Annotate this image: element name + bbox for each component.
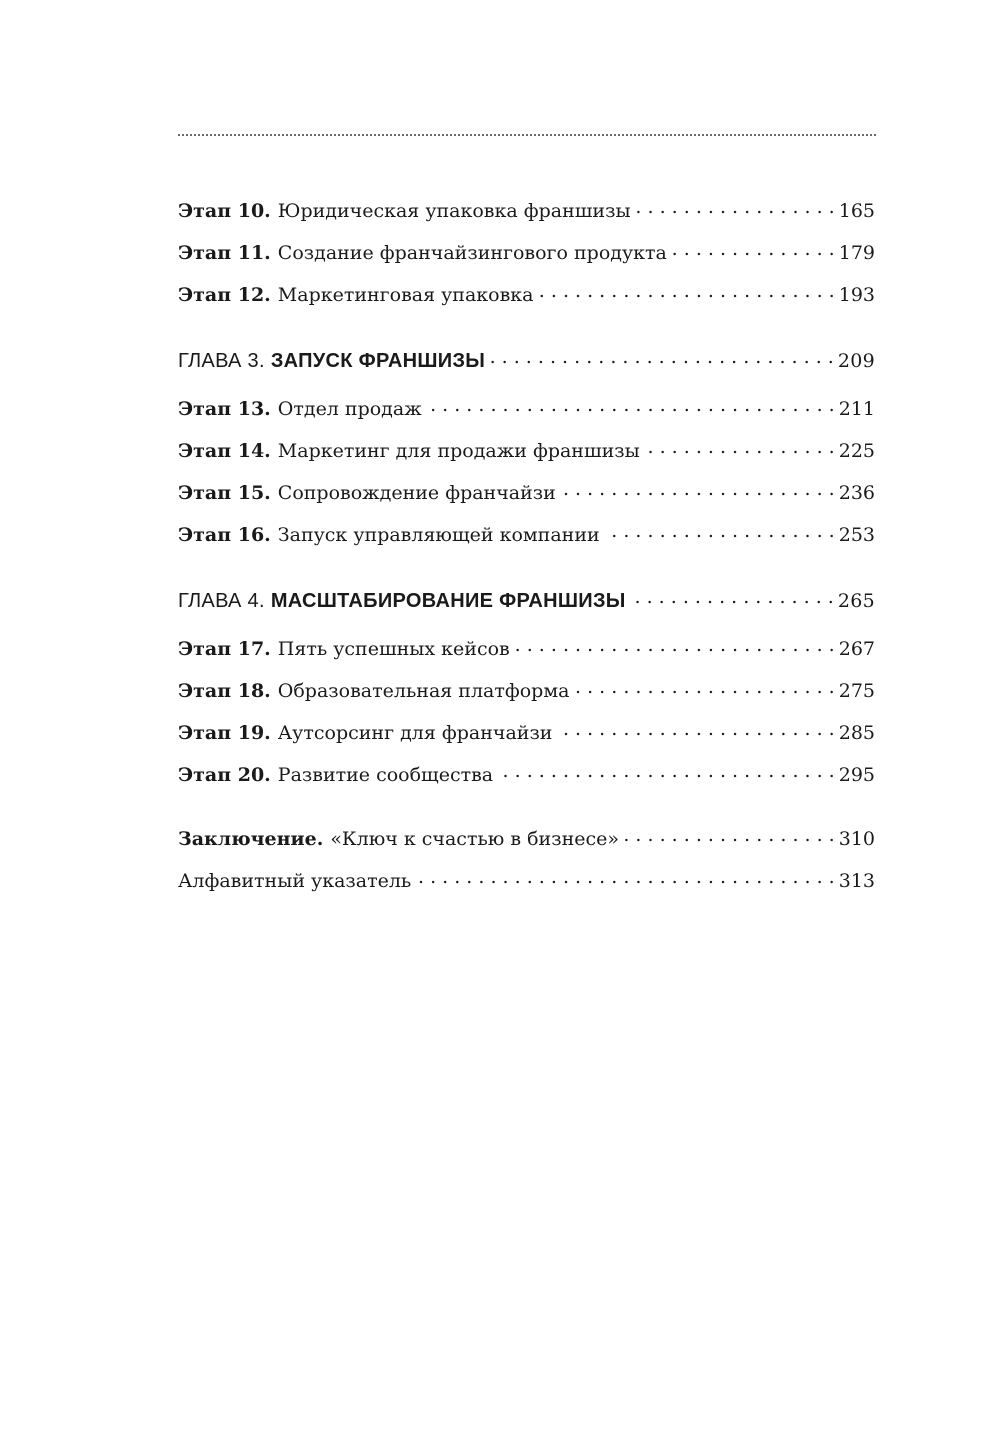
toc-entry-label: Этап 17. bbox=[178, 638, 271, 660]
toc-entry[interactable] bbox=[178, 712, 875, 754]
toc-leader-dots bbox=[489, 347, 834, 367]
toc-entry-title: Развитие сообщества bbox=[277, 764, 494, 786]
toc-chapter-heading[interactable] bbox=[178, 578, 875, 624]
toc-entry-page: 313 bbox=[838, 870, 875, 892]
toc-chapter-label: ГЛАВА 4. bbox=[178, 590, 265, 612]
toc-chapter-page: 209 bbox=[837, 350, 875, 372]
toc-entry-page: 267 bbox=[838, 638, 875, 660]
toc-entry-title: Аутсорсинг для франчайзи bbox=[277, 722, 553, 744]
toc-chapter-title: ЗАПУСК ФРАНШИЗЫ bbox=[270, 350, 486, 372]
toc-entry-label: Заключение. bbox=[178, 828, 324, 850]
toc-leader-dots bbox=[671, 240, 835, 259]
toc-entry-page: 253 bbox=[838, 524, 875, 546]
toc-group-stages-10-12 bbox=[178, 190, 875, 316]
toc-entry-page: 165 bbox=[838, 200, 875, 222]
toc-entry[interactable] bbox=[178, 274, 875, 316]
toc-group-chapter-4 bbox=[178, 578, 875, 796]
toc-leader-dots bbox=[573, 678, 834, 697]
toc-entry-page: 193 bbox=[838, 284, 875, 306]
toc-entry-title: Маркетинг для продажи франшизы bbox=[277, 440, 640, 462]
toc-entry[interactable] bbox=[178, 190, 875, 232]
toc-leader-dots bbox=[635, 198, 835, 217]
toc-entry[interactable] bbox=[178, 514, 875, 556]
toc-entry[interactable] bbox=[178, 472, 875, 514]
toc-leader-dots bbox=[497, 762, 835, 781]
toc-entry-title: Юридическая упаковка франшизы bbox=[277, 200, 631, 222]
toc-leader-dots bbox=[514, 636, 835, 655]
toc-entry-title: Образовательная платформа bbox=[277, 680, 570, 702]
toc-group-chapter-3 bbox=[178, 338, 875, 556]
toc-leader-dots bbox=[630, 587, 834, 607]
toc-chapter-heading[interactable] bbox=[178, 338, 875, 384]
toc-entry-page: 275 bbox=[838, 680, 875, 702]
toc-entry-title: Создание франчайзингового продукта bbox=[277, 242, 667, 264]
toc-group-back-matter bbox=[178, 818, 875, 902]
toc-leader-dots bbox=[604, 522, 835, 541]
table-of-contents bbox=[178, 190, 875, 902]
toc-entry-page: 295 bbox=[838, 764, 875, 786]
toc-entry[interactable] bbox=[178, 430, 875, 472]
toc-leader-dots bbox=[426, 396, 835, 415]
toc-entry-page: 310 bbox=[838, 828, 875, 850]
toc-entry-title: «Ключ к счастью в бизнесе» bbox=[330, 828, 619, 850]
toc-entry-title: Алфавитный указатель bbox=[178, 870, 412, 892]
toc-entry[interactable] bbox=[178, 670, 875, 712]
toc-entry-label: Этап 12. bbox=[178, 284, 271, 306]
header-dotted-rule bbox=[178, 134, 876, 136]
toc-entry[interactable] bbox=[178, 754, 875, 796]
toc-entry[interactable] bbox=[178, 628, 875, 670]
toc-entry[interactable] bbox=[178, 860, 875, 902]
toc-entry-label: Этап 13. bbox=[178, 398, 271, 420]
toc-entry-title: Пять успешных кейсов bbox=[277, 638, 510, 660]
toc-entry-page: 236 bbox=[838, 482, 875, 504]
toc-leader-dots bbox=[560, 480, 835, 499]
toc-leader-dots bbox=[644, 438, 835, 457]
toc-entry[interactable] bbox=[178, 388, 875, 430]
toc-entry[interactable] bbox=[178, 818, 875, 860]
toc-leader-dots bbox=[538, 282, 835, 301]
toc-entry-title: Запуск управляющей компании bbox=[277, 524, 600, 546]
toc-leader-dots bbox=[415, 868, 834, 887]
toc-entry-title: Сопровождение франчайзи bbox=[277, 482, 556, 504]
toc-entry-title: Отдел продаж bbox=[277, 398, 422, 420]
toc-chapter-page: 265 bbox=[837, 590, 875, 612]
toc-entry-label: Этап 11. bbox=[178, 242, 271, 264]
toc-leader-dots bbox=[556, 720, 834, 739]
toc-entry-title: Маркетинговая упаковка bbox=[277, 284, 534, 306]
toc-leader-dots bbox=[623, 826, 835, 845]
toc-chapter-label: ГЛАВА 3. bbox=[178, 350, 265, 372]
toc-entry-page: 179 bbox=[838, 242, 875, 264]
toc-entry-label: Этап 15. bbox=[178, 482, 271, 504]
toc-entry-page: 211 bbox=[838, 398, 875, 420]
toc-entry-label: Этап 20. bbox=[178, 764, 271, 786]
toc-entry-page: 225 bbox=[838, 440, 875, 462]
toc-entry-label: Этап 19. bbox=[178, 722, 271, 744]
toc-chapter-title: МАСШТАБИРОВАНИЕ ФРАНШИЗЫ bbox=[270, 590, 626, 612]
toc-entry-label: Этап 16. bbox=[178, 524, 271, 546]
toc-entry-page: 285 bbox=[838, 722, 875, 744]
toc-entry-label: Этап 10. bbox=[178, 200, 271, 222]
toc-entry[interactable] bbox=[178, 232, 875, 274]
toc-entry-label: Этап 14. bbox=[178, 440, 271, 462]
toc-entry-label: Этап 18. bbox=[178, 680, 271, 702]
